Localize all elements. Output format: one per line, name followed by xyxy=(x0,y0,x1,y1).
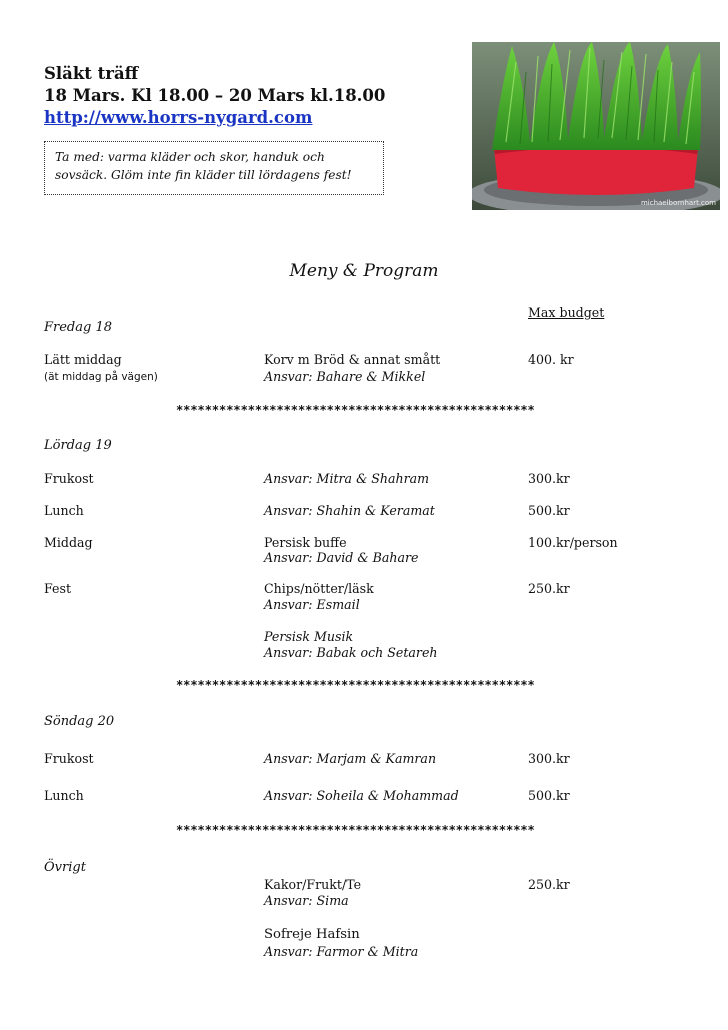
notice-line-2: sovsäck. Glöm inte fin kläder till lördagens fest! xyxy=(55,168,352,182)
item-budget: 300.kr xyxy=(528,751,570,766)
item-budget: 300.kr xyxy=(528,471,570,486)
day-heading-ovrigt: Övrigt xyxy=(44,860,86,875)
notice-line-1: Ta med: varma kläder och skor, handuk och xyxy=(55,150,325,164)
section-separator: ************************************************** xyxy=(176,678,535,692)
item-name: Fest xyxy=(44,581,72,596)
item-name: Lätt middag xyxy=(44,352,122,367)
item-description: Persisk buffe xyxy=(264,535,347,550)
item-budget: 500.kr xyxy=(528,788,570,803)
day-heading-fredag: Fredag 18 xyxy=(44,320,112,335)
item-responsible: Ansvar: Farmor & Mitra xyxy=(264,944,419,959)
item-description: Sofreje Hafsin xyxy=(264,927,360,942)
item-name: Lunch xyxy=(44,503,84,518)
day-heading-lordag: Lördag 19 xyxy=(44,438,112,453)
item-budget: 400. kr xyxy=(528,352,574,367)
item-budget: 100.kr/person xyxy=(528,535,618,550)
wheatgrass-icon xyxy=(472,42,720,210)
wheatgrass-photo xyxy=(472,42,720,210)
item-responsible: Ansvar: David & Bahare xyxy=(264,550,419,565)
item-responsible: Ansvar: Babak och Setareh xyxy=(264,645,438,660)
item-name: Frukost xyxy=(44,471,94,486)
day-heading-sondag: Söndag 20 xyxy=(44,714,115,729)
section-separator: ************************************************** xyxy=(176,403,535,417)
item-responsible: Ansvar: Esmail xyxy=(264,597,360,612)
item-description: Kakor/Frukt/Te xyxy=(264,877,362,892)
item-name: Middag xyxy=(44,535,93,550)
page-title: Meny & Program xyxy=(289,261,439,281)
item-responsible: Ansvar: Sima xyxy=(264,893,349,908)
item-responsible: Ansvar: Mitra & Shahram xyxy=(264,471,430,486)
item-responsible: Ansvar: Shahin & Keramat xyxy=(264,503,435,518)
photo-credit: michaelbornhart.com xyxy=(640,199,716,207)
event-title: Släkt träff xyxy=(44,64,139,83)
section-separator: ************************************************** xyxy=(176,823,535,837)
event-dates: 18 Mars. Kl 18.00 – 20 Mars kl.18.00 xyxy=(44,86,386,105)
item-name: Frukost xyxy=(44,751,94,766)
item-budget: 250.kr xyxy=(528,877,570,892)
item-responsible: Ansvar: Marjam & Kamran xyxy=(264,751,437,766)
item-budget: 500.kr xyxy=(528,503,570,518)
item-description: Persisk Musik xyxy=(264,629,354,644)
item-description: Chips/nötter/läsk xyxy=(264,581,374,596)
packing-notice xyxy=(44,141,384,195)
budget-column-header: Max budget xyxy=(528,305,605,320)
item-responsible: Ansvar: Soheila & Mohammad xyxy=(264,788,459,803)
event-website-link[interactable]: http://www.horrs-nygard.com xyxy=(44,108,313,127)
item-description: Korv m Bröd & annat smått xyxy=(264,352,441,367)
item-name: Lunch xyxy=(44,788,84,803)
item-note: (ät middag på vägen) xyxy=(44,371,158,383)
item-budget: 250.kr xyxy=(528,581,570,596)
item-responsible: Ansvar: Bahare & Mikkel xyxy=(264,369,426,384)
